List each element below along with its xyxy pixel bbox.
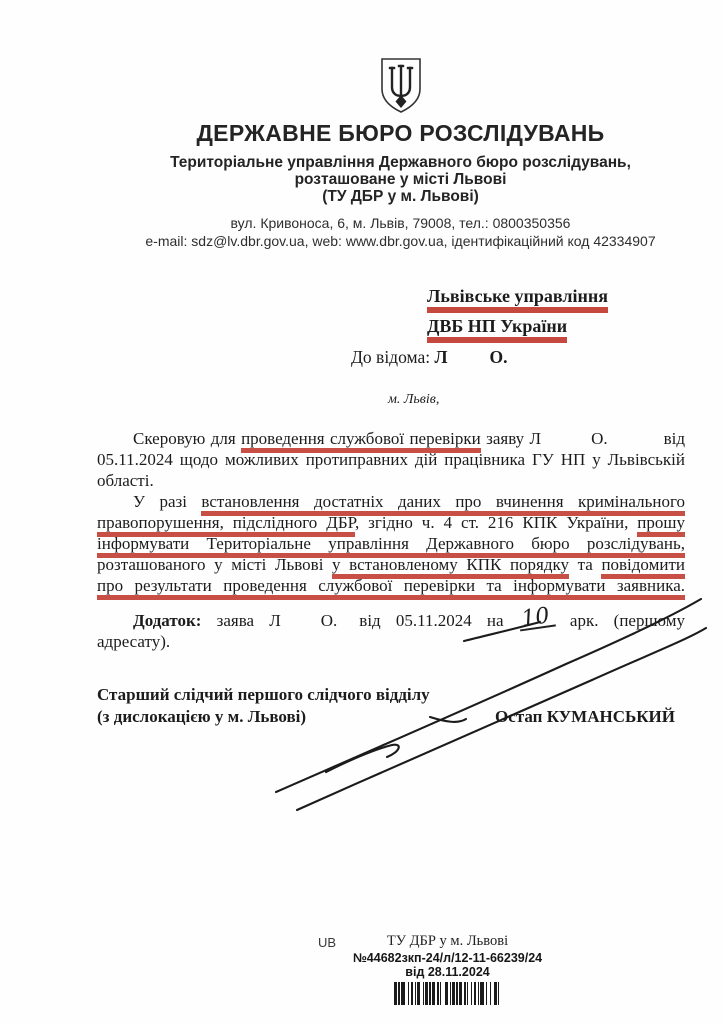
text-segment: арк. (першому bbox=[554, 611, 685, 630]
redacted-gap bbox=[541, 442, 591, 444]
signer-position bbox=[97, 684, 430, 728]
red-marked-text: про результати проведення службової перевірки та інформувати заявника. bbox=[97, 576, 685, 600]
org-title: ДЕРЖАВНЕ БЮРО РОЗСЛІДУВАНЬ bbox=[196, 120, 605, 146]
addressee-org-line1: Львівське управління bbox=[427, 286, 608, 313]
redacted-gap bbox=[97, 505, 133, 507]
barcode-bar bbox=[499, 982, 500, 1005]
body-line bbox=[97, 533, 685, 554]
org-address: вул. Кривоноса, 6, м. Львів, 79008, тел.: 0800350356 bbox=[230, 215, 571, 231]
signer-position-line2: (з дислокацією у м. Львові) bbox=[97, 707, 307, 726]
org-contact: e-mail: sdz@lv.dbr.gov.ua, web: www.dbr.gov.ua, ідентифікаційний код 42334907 bbox=[145, 233, 656, 249]
redacted-gap bbox=[448, 361, 490, 363]
body-line bbox=[97, 554, 685, 575]
red-marked-text: встановлення достатніх даних про вчинення кримінального bbox=[201, 492, 685, 516]
text-segment: від bbox=[663, 429, 685, 448]
body-line bbox=[97, 449, 685, 470]
place-line: м. Львів, bbox=[388, 392, 440, 407]
body-line bbox=[97, 428, 685, 449]
redacted-gap bbox=[97, 442, 133, 444]
stamp-date: від 28.11.2024 bbox=[405, 965, 490, 979]
ukraine-trident-emblem-icon bbox=[379, 57, 423, 115]
text-segment: О. bbox=[320, 611, 338, 630]
org-subtitle-2: розташоване у місті Львові bbox=[294, 171, 507, 188]
red-marked-text: проведення службової перевірки bbox=[241, 429, 481, 453]
text-segment: від 05.11.2024 на bbox=[359, 611, 519, 630]
text-segment: Скеровую для bbox=[133, 429, 242, 448]
attention-line bbox=[351, 347, 508, 368]
text-segment: розташованого у місті Львові bbox=[97, 555, 333, 574]
org-subtitle-3: (ТУ ДБР у м. Львові) bbox=[322, 188, 479, 205]
redacted-gap bbox=[337, 624, 359, 626]
text-segment: заяву Л bbox=[480, 429, 542, 448]
text-segment: Л bbox=[434, 347, 448, 367]
signer-position-line1: Старший слідчий першого слідчого відділу bbox=[97, 685, 430, 704]
red-marked-text: правопорушення, підслідного ДБР bbox=[97, 513, 355, 537]
body-paragraphs bbox=[97, 428, 685, 596]
letterhead bbox=[0, 0, 725, 249]
red-marked-text: прошу bbox=[637, 513, 685, 537]
red-marked-text: у встановленому КПК порядку bbox=[332, 555, 569, 579]
addressee-block bbox=[427, 286, 608, 346]
text-segment: області. bbox=[97, 471, 154, 490]
redacted-gap bbox=[608, 442, 664, 444]
text-segment: , згідно ч. 4 ст. 216 КПК України, bbox=[354, 513, 638, 532]
addendum-paragraph bbox=[97, 603, 685, 652]
text-segment: адресату). bbox=[97, 632, 171, 651]
body-line bbox=[97, 575, 685, 596]
text-segment: Додаток: bbox=[133, 611, 202, 630]
redacted-gap bbox=[281, 624, 321, 626]
registration-stamp bbox=[0, 933, 725, 1005]
redacted-gap bbox=[97, 624, 133, 626]
body-line bbox=[97, 512, 685, 533]
text-segment: До відома: bbox=[351, 347, 435, 367]
registration-barcode-icon bbox=[85, 982, 725, 1005]
text-segment: О. bbox=[489, 347, 508, 367]
org-subtitle-1: Територіальне управління Державного бюро розслідувань, bbox=[170, 154, 631, 171]
addressee-org-line2: ДВБ НП України bbox=[427, 316, 567, 343]
body-line bbox=[97, 491, 685, 512]
red-marked-text: інформувати Територіальне управління Державного бюро розслідувань, bbox=[97, 534, 685, 558]
text-segment: 05.11.2024 щодо можливих протиправних дій працівника ГУ НП у Львівській bbox=[97, 450, 685, 469]
signature-block bbox=[97, 684, 685, 728]
text-segment: заява Л bbox=[201, 611, 281, 630]
body-line bbox=[97, 631, 685, 652]
handwritten-number: 10 bbox=[517, 607, 555, 632]
signer-name: Остап КУМАНСЬКИЙ bbox=[495, 707, 675, 726]
text-segment: О. bbox=[591, 429, 608, 448]
text-segment: та bbox=[569, 555, 602, 574]
body-line bbox=[97, 603, 685, 632]
stamp-office: ТУ ДБР у м. Львові bbox=[386, 933, 509, 949]
stamp-number: №44682зкп-24/л/12-11-66239/24 bbox=[352, 951, 543, 965]
red-marked-text: повідомити bbox=[601, 555, 685, 579]
text-segment: У разі bbox=[133, 492, 202, 511]
stamp-prefix: UB bbox=[318, 935, 337, 950]
body-line bbox=[97, 470, 685, 491]
